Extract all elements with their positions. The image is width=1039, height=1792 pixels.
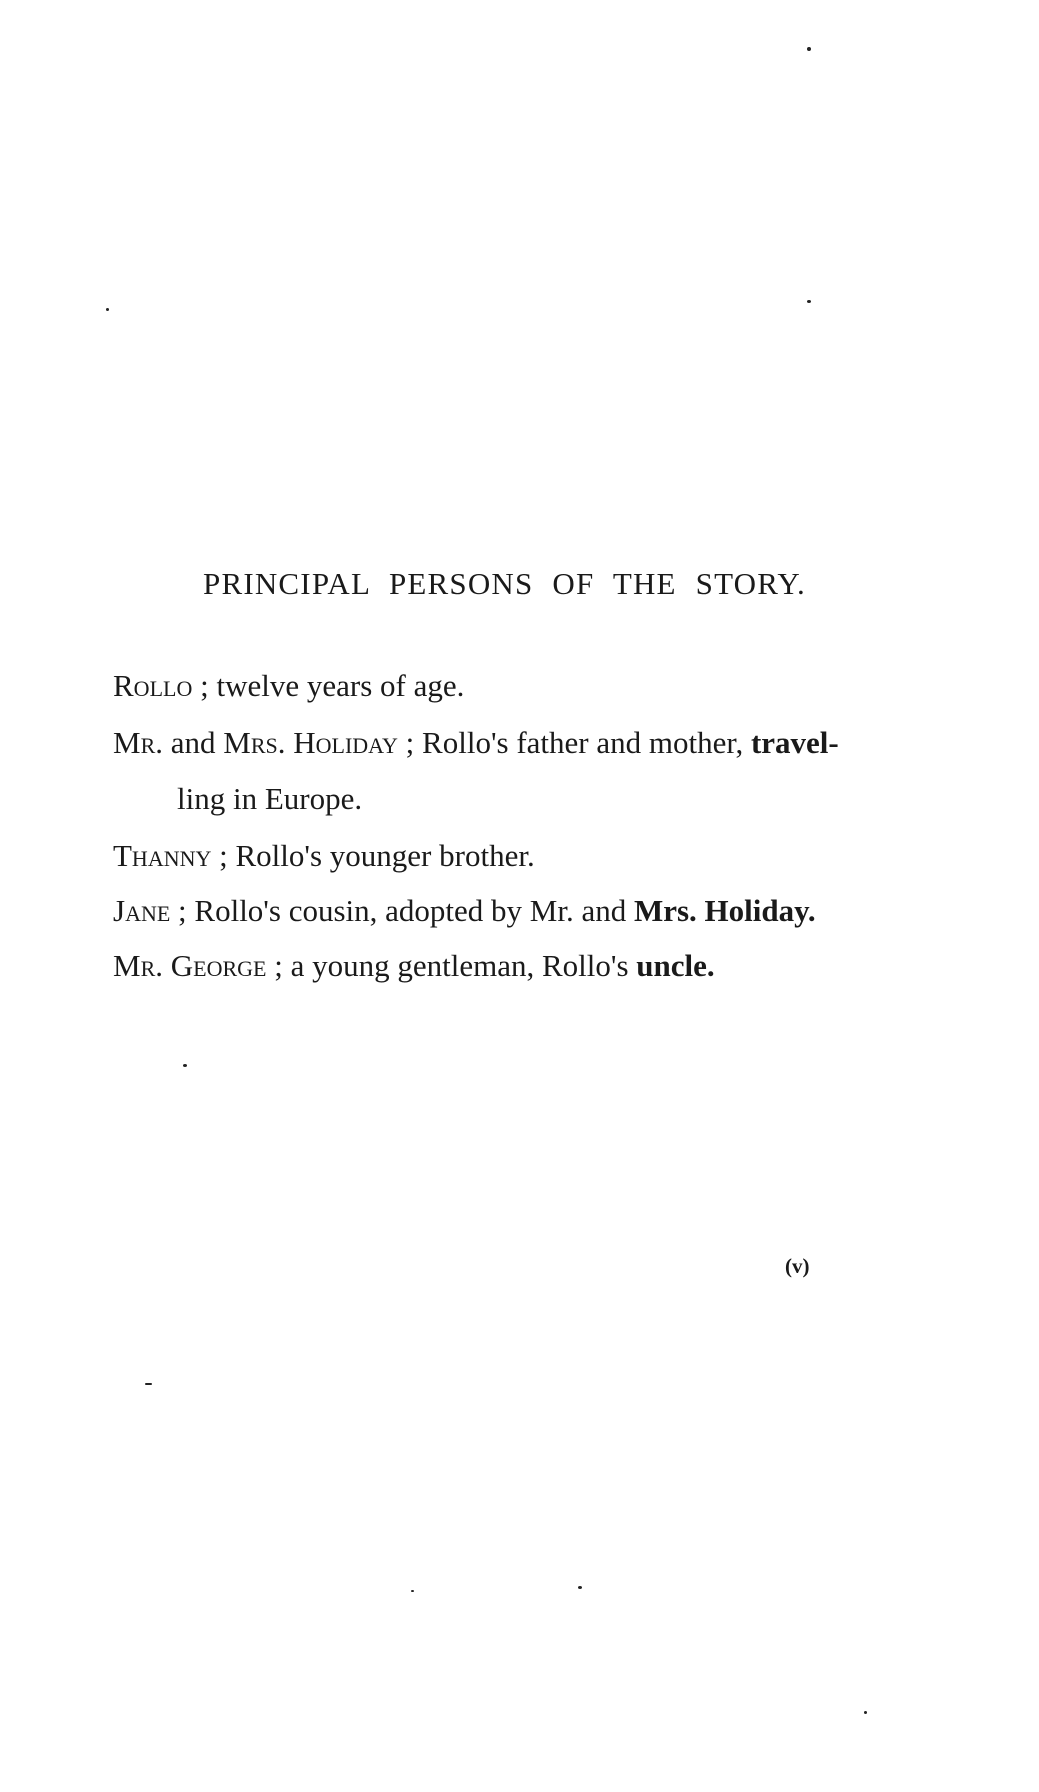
character-description: twelve years of age.	[216, 668, 465, 703]
page-number: (v)	[785, 1254, 810, 1278]
scan-speck	[807, 47, 811, 51]
entry-separator: ;	[192, 668, 217, 703]
scan-speck	[411, 1590, 414, 1592]
scan-speck	[145, 1383, 152, 1385]
character-entry-thanny	[113, 838, 535, 874]
character-description: Rollo's cousin, adopted by Mr. and	[194, 893, 634, 928]
character-entry-rollo	[113, 668, 464, 704]
character-description: a young gentleman, Rollo's	[290, 948, 629, 983]
character-description-bold: uncle.	[628, 948, 715, 983]
character-description-bold: travel-	[743, 725, 839, 760]
scan-speck	[807, 300, 811, 303]
character-name-mrs-holiday: Mrs. Holiday	[223, 725, 398, 760]
scan-speck	[183, 1064, 187, 1067]
character-name: Jane	[113, 893, 171, 928]
entry-conjunction: and	[163, 725, 224, 760]
entry-separator: ;	[266, 948, 291, 983]
page-heading: PRINCIPAL PERSONS OF THE STORY.	[203, 566, 806, 601]
character-description-bold: Mrs. Holiday.	[633, 893, 816, 928]
scan-speck	[578, 1586, 582, 1589]
scan-speck	[106, 308, 109, 311]
entry-separator: ;	[170, 893, 195, 928]
character-name-mr: Mr.	[113, 725, 163, 760]
character-description-continuation: ling in Europe.	[177, 781, 363, 816]
character-entry-mr-george	[113, 948, 715, 984]
character-entry-holidays	[113, 725, 839, 761]
entry-separator: ;	[397, 725, 423, 760]
character-description: Rollo's younger brother.	[235, 838, 535, 873]
character-description: Rollo's father and mother,	[422, 725, 744, 760]
character-name: Mr. George	[113, 948, 267, 983]
character-entry-jane	[113, 893, 816, 929]
character-name: Thanny	[113, 838, 212, 873]
character-name: Rollo	[113, 668, 193, 703]
entry-separator: ;	[211, 838, 236, 873]
scan-speck	[864, 1711, 867, 1714]
